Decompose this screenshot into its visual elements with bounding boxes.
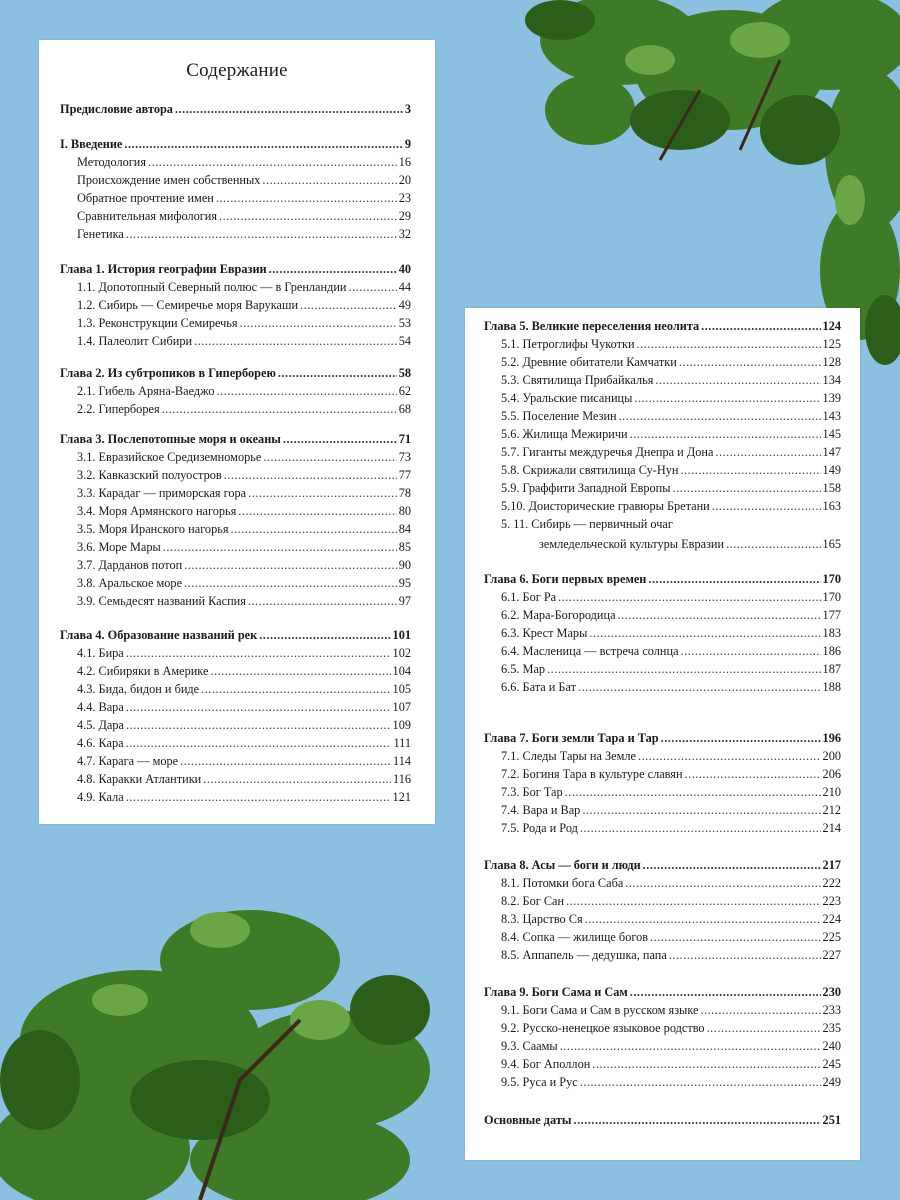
toc-entry[interactable]: Методология ..... 16 [77,154,411,170]
toc-entry[interactable]: 1.2. Сибирь — Семиречье моря Варукаши ..... 49 [77,297,411,313]
toc-entry[interactable]: 8.5. Аппапель — дедушка, папа ..... 227 [501,947,841,963]
toc-entry[interactable]: Происхождение имен собственных ..... 20 [77,172,411,188]
toc-entry[interactable]: 6.6. Бата и Бат ..... 188 [501,679,841,695]
toc-entry[interactable]: 3.6. Море Мары ..... 85 [77,539,411,555]
toc-entry[interactable]: 3.2. Кавказский полуостров ..... 77 [77,467,411,483]
toc-entry[interactable]: Сравнительная мифология ..... 29 [77,208,411,224]
toc-entry[interactable]: 5.1. Петроглифы Чукотки ..... 125 [501,336,841,352]
toc-entry-chapter-1[interactable]: Глава 1. История географии Евразии ..... 40 [60,261,411,277]
toc-entry[interactable]: 9.5. Руса и Рус ..... 249 [501,1074,841,1090]
toc-entry[interactable]: 4.8. Каракки Атлантики ..... 116 [77,771,411,787]
toc-entry[interactable]: 6.4. Масленица — встреча солнца ..... 186 [501,643,841,659]
toc-entry[interactable]: 9.2. Русско-ненецкое языковое родство ..... 235 [501,1020,841,1036]
toc-entry-chapter-9[interactable]: Глава 9. Боги Сама и Сам ..... 230 [484,984,841,1000]
toc-entry[interactable]: 8.4. Сопка — жилище богов ..... 225 [501,929,841,945]
toc-entry[interactable]: 2.1. Гибель Аряна-Ваеджо ..... 62 [77,383,411,399]
toc-entry[interactable]: 1.3. Реконструкции Семиречья ..... 53 [77,315,411,331]
toc-entry[interactable]: 4.4. Вара ..... 107 [77,699,411,715]
toc-entry[interactable]: 5.9. Граффити Западной Европы ..... 158 [501,480,841,496]
toc-entry[interactable]: 3.8. Аральское море ..... 95 [77,575,411,591]
toc-entry[interactable]: 4.1. Бира ..... 102 [77,645,411,661]
toc-entry-chapter-3[interactable]: Глава 3. Послепотопные моря и океаны ..... 71 [60,431,411,447]
toc-title: Содержание [186,60,288,81]
toc-entry-line1[interactable]: 5. 11. Сибирь — первичный очаг [501,517,673,531]
toc-entry[interactable]: 9.1. Боги Сама и Сам в русском языке ..... 233 [501,1002,841,1018]
toc-entry-main-dates[interactable]: Основные даты ..... 251 [484,1112,841,1128]
toc-entry[interactable]: 5.3. Святилища Прибайкалья ..... 134 [501,372,841,388]
toc-entry[interactable]: 7.3. Бог Тар ..... 210 [501,784,841,800]
toc-entry[interactable]: Генетика ..... 32 [77,226,411,242]
toc-entry[interactable]: 5.2. Древние обитатели Камчатки ..... 128 [501,354,841,370]
toc-entry[interactable]: 6.3. Крест Мары ..... 183 [501,625,841,641]
toc-entry[interactable]: 5.6. Жилища Межиричи ..... 145 [501,426,841,442]
toc-entry-chapter-6[interactable]: Глава 6. Боги первых времен ..... 170 [484,571,841,587]
toc-entry-chapter-8[interactable]: Глава 8. Асы — боги и люди ..... 217 [484,857,841,873]
toc-entry[interactable]: 3.5. Моря Иранского нагорья ..... 84 [77,521,411,537]
toc-entry[interactable]: 5.5. Поселение Мезин ..... 143 [501,408,841,424]
toc-entry[interactable]: 5.8. Скрижали святилища Су-Нун ..... 149 [501,462,841,478]
toc-entry[interactable]: 3.1. Евразийское Средиземноморье ..... 73 [77,449,411,465]
toc-entry[interactable]: 6.2. Мара-Богородица ..... 177 [501,607,841,623]
toc-entry[interactable]: 5.4. Уральские писаницы ..... 139 [501,390,841,406]
toc-entry[interactable]: 3.7. Дарданов потоп ..... 90 [77,557,411,573]
toc-page-left [39,40,435,824]
toc-entry-intro[interactable]: I. Введение ..... 9 [60,136,411,152]
toc-page-right [465,308,860,1160]
toc-entry-chapter-4[interactable]: Глава 4. Образование названий рек ..... 101 [60,627,411,643]
toc-entry[interactable]: 8.2. Бог Сан ..... 223 [501,893,841,909]
toc-entry[interactable]: 6.5. Мар ..... 187 [501,661,841,677]
toc-entry[interactable]: 9.4. Бог Аполлон ..... 245 [501,1056,841,1072]
toc-entry[interactable]: 1.4. Палеолит Сибири ..... 54 [77,333,411,349]
toc-entry[interactable]: 9.3. Саамы ..... 240 [501,1038,841,1054]
toc-entry-chapter-7[interactable]: Глава 7. Боги земли Тара и Тар ..... 196 [484,730,841,746]
toc-entry[interactable]: 8.1. Потомки бога Саба ..... 222 [501,875,841,891]
toc-entry[interactable]: 3.4. Моря Армянского нагорья ..... 80 [77,503,411,519]
toc-entry[interactable]: 4.5. Дара ..... 109 [77,717,411,733]
toc-entry[interactable]: 4.2. Сибиряки в Америке ..... 104 [77,663,411,679]
toc-entry[interactable]: 7.2. Богиня Тара в культуре славян ..... 206 [501,766,841,782]
toc-entry[interactable]: 3.3. Карадаг — приморская гора ..... 78 [77,485,411,501]
toc-entry[interactable]: 7.4. Вара и Вар ..... 212 [501,802,841,818]
toc-entry[interactable]: 5.7. Гиганты междуречья Днепра и Дона ..... 147 [501,444,841,460]
foliage-bottom-left [0,900,440,1200]
toc-entry[interactable]: 6.1. Бог Ра ..... 170 [501,589,841,605]
toc-entry[interactable]: 7.5. Рода и Род ..... 214 [501,820,841,836]
toc-entry-chapter-5[interactable]: Глава 5. Великие переселения неолита ..... 124 [484,318,841,334]
toc-entry[interactable]: 1.1. Допотопный Северный полюс — в Гренландии ..... 44 [77,279,411,295]
toc-entry[interactable]: 2.2. Гиперборея ..... 68 [77,401,411,417]
toc-entry-line2[interactable]: земледельческой культуры Евразии ..... 165 [539,536,841,552]
toc-entry[interactable]: 8.3. Царство Ся ..... 224 [501,911,841,927]
toc-entry[interactable]: 4.3. Бида, бидон и биде ..... 105 [77,681,411,697]
toc-entry[interactable]: 4.6. Кара ..... 111 [77,735,411,751]
toc-entry[interactable]: 4.7. Карага — море ..... 114 [77,753,411,769]
toc-entry-preface[interactable]: Предисловие автора ..... 3 [60,101,411,117]
toc-entry[interactable]: Обратное прочтение имен ..... 23 [77,190,411,206]
toc-entry[interactable]: 5.10. Доисторические гравюры Бретани ..... 163 [501,498,841,514]
toc-entry[interactable]: 7.1. Следы Тары на Земле ..... 200 [501,748,841,764]
toc-entry-chapter-2[interactable]: Глава 2. Из субтропиков в Гиперборею ..... 58 [60,365,411,381]
toc-entry[interactable]: 4.9. Кала ..... 121 [77,789,411,805]
toc-entry[interactable]: 3.9. Семьдесят названий Каспия ..... 97 [77,593,411,609]
